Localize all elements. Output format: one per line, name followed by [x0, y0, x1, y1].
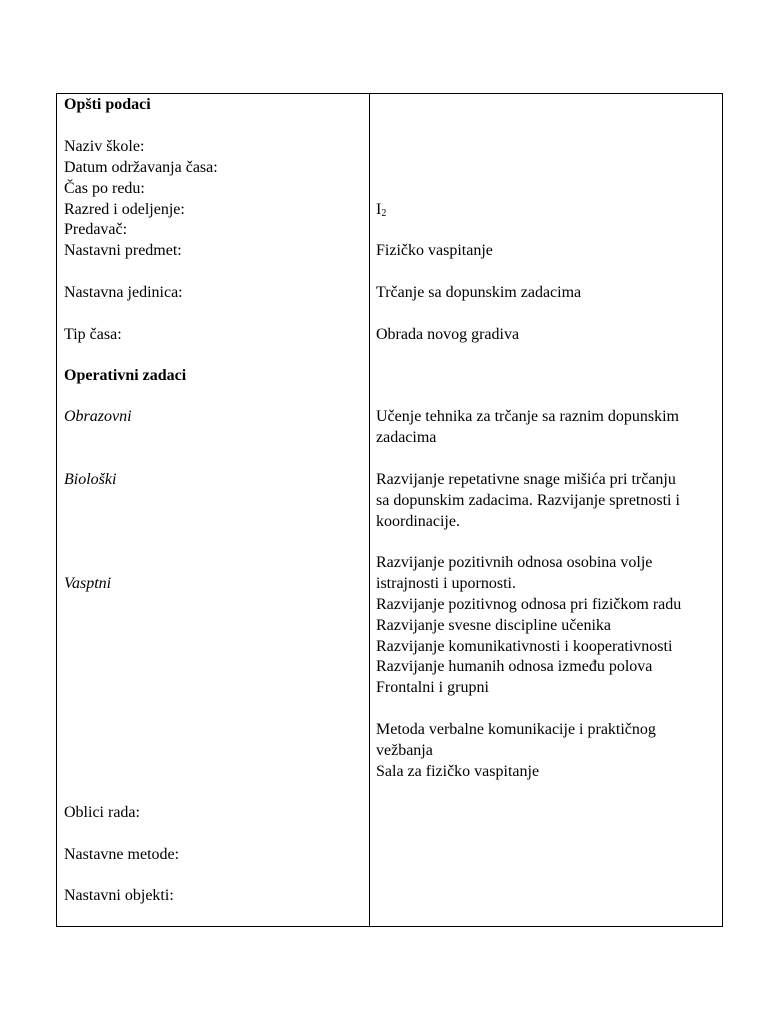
- biological-label: Biološki: [64, 471, 117, 488]
- upbringing-label: Vasptni: [64, 575, 112, 592]
- upbringing-value-line: Razvijanje humanih odnosa između polova: [376, 658, 653, 675]
- upbringing-value-line: Razvijanje komunikativnosti i kooperativnosti: [376, 638, 673, 655]
- work-forms-value: Frontalni i grupni: [376, 679, 489, 696]
- teaching-unit-label: Nastavna jedinica:: [64, 284, 183, 301]
- column-divider: [369, 94, 370, 926]
- lesson-plan-table: [56, 93, 723, 927]
- teaching-methods-value-line: vežbanja: [376, 742, 433, 759]
- lesson-date-label: Datum održavanja časa:: [64, 159, 218, 176]
- lesson-type-label: Tip časa:: [64, 326, 122, 343]
- upbringing-value-line: Razvijanje pozitivnih odnosa osobina volje: [376, 554, 653, 571]
- general-data-heading: Opšti podaci: [64, 96, 151, 113]
- teaching-objects-label: Nastavni objekti:: [64, 887, 174, 904]
- upbringing-value-line: Razvijanje pozitivnog odnosa pri fizičkom radu: [376, 596, 682, 613]
- teaching-methods-label: Nastavne metode:: [64, 846, 180, 863]
- subject-value: Fizičko vaspitanje: [376, 242, 493, 259]
- biological-value-line: koordinacije.: [376, 513, 460, 530]
- teaching-methods-value-line: Metoda verbalne komunikacije i praktičnog: [376, 721, 656, 738]
- teaching-unit-value: Trčanje sa dopunskim zadacima: [376, 284, 582, 301]
- educational-label: Obrazovni: [64, 408, 132, 425]
- educational-value-line: zadacima: [376, 429, 437, 446]
- biological-value-line: sa dopunskim zadacima. Razvijanje spretnosti i: [376, 492, 680, 509]
- school-name-label: Naziv škole:: [64, 138, 145, 155]
- class-label: Razred i odeljenje:: [64, 201, 185, 218]
- work-forms-label: Oblici rada:: [64, 804, 140, 821]
- lesson-type-value: Obrada novog gradiva: [376, 326, 520, 343]
- class-value: $I_2$: [376, 201, 387, 219]
- educational-value-line: Učenje tehnika za trčanje sa raznim dopunskim: [376, 408, 679, 425]
- upbringing-value-line: Razvijanje svesne discipline učenika: [376, 617, 612, 634]
- teaching-objects-value: Sala za fizičko vaspitanje: [376, 763, 540, 780]
- subject-label: Nastavni predmet:: [64, 242, 182, 259]
- teacher-label: Predavač:: [64, 221, 128, 238]
- upbringing-value-line: istrajnosti i upornosti.: [376, 575, 516, 592]
- biological-value-line: Razvijanje repetativne snage mišića pri trčanju: [376, 471, 676, 488]
- operative-tasks-heading: Operativni zadaci: [64, 367, 187, 384]
- lesson-number-label: Čas po redu:: [64, 180, 145, 197]
